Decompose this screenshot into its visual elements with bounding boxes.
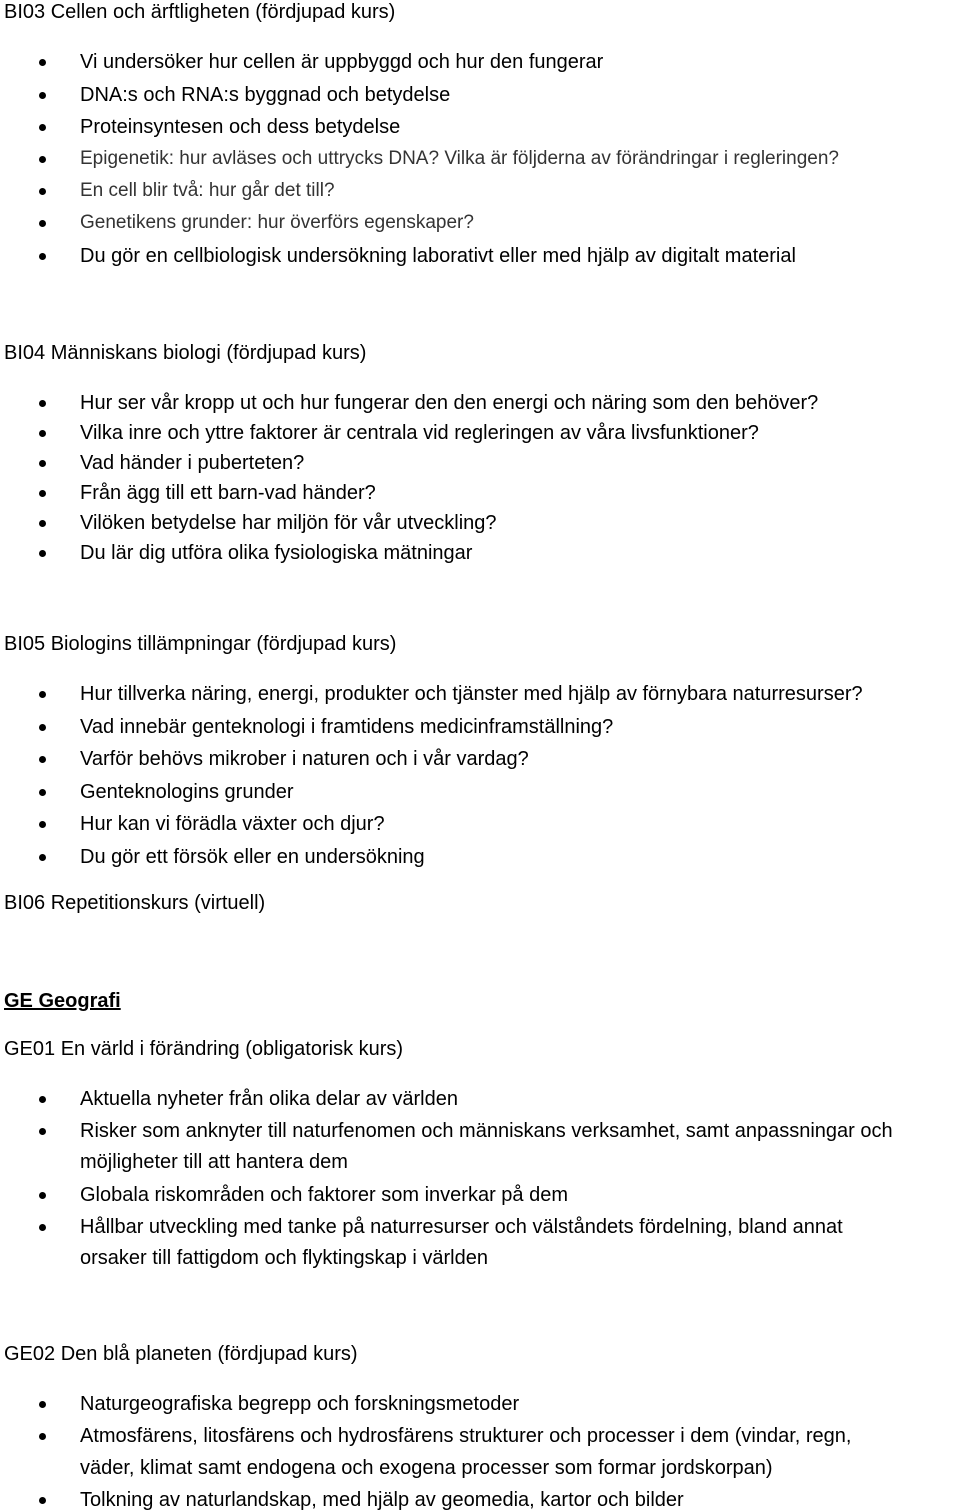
subject-title: GE Geografi: [4, 990, 121, 1012]
bullet-icon: [39, 92, 46, 99]
list-item-continuation: möjligheter till att hantera dem: [80, 1151, 348, 1173]
list-item: Vad innebär genteknologi i framtidens medicinframställning?: [80, 716, 614, 738]
bullet-icon: [39, 1096, 46, 1103]
bullet-icon: [39, 460, 46, 467]
bullet-icon: [39, 156, 46, 163]
list-item: Hur tillverka näring, energi, produkter och tjänster med hjälp av förnybara naturresurser?: [80, 683, 863, 705]
bullet-icon: [39, 1401, 46, 1408]
list-item: Vilöken betydelse har miljön för vår utveckling?: [80, 512, 497, 534]
bullet-icon: [39, 1433, 46, 1440]
bullet-icon: [39, 821, 46, 828]
section-heading-bi05: BI05 Biologins tillämpningar (fördjupad kurs): [4, 633, 397, 655]
bullet-icon: [39, 550, 46, 557]
bullet-icon: [39, 691, 46, 698]
bullet-icon: [39, 756, 46, 763]
bullet-icon: [39, 59, 46, 66]
bullet-icon: [39, 490, 46, 497]
section-heading-ge01: GE01 En värld i förändring (obligatorisk kurs): [4, 1038, 404, 1060]
bullet-icon: [39, 188, 46, 195]
bullet-icon: [39, 1128, 46, 1135]
bullet-icon: [39, 253, 46, 260]
list-item: Genetikens grunder: hur överförs egenskaper?: [80, 212, 474, 233]
bullet-icon: [39, 854, 46, 861]
list-item-continuation: orsaker till fattigdom och flyktingskap i världen: [80, 1247, 488, 1269]
list-item: Hur ser vår kropp ut och hur fungerar den den energi och näring som den behöver?: [80, 392, 819, 414]
list-item-continuation: väder, klimat samt endogena och exogena processer som formar jordskorpan): [80, 1457, 773, 1479]
list-item: Från ägg till ett barn-vad händer?: [80, 482, 376, 504]
list-item: Atmosfärens, litosfärens och hydrosfärens strukturer och processer i dem (vindar, regn,: [80, 1425, 852, 1447]
list-item: Du gör en cellbiologisk undersökning laborativt eller med hjälp av digitalt material: [80, 245, 796, 267]
bullet-icon: [39, 520, 46, 527]
list-item: Tolkning av naturlandskap, med hjälp av geomedia, kartor och bilder: [80, 1489, 684, 1511]
list-item: Vad händer i puberteten?: [80, 452, 305, 474]
bullet-icon: [39, 430, 46, 437]
list-item: Hållbar utveckling med tanke på naturresurser och välståndets fördelning, bland annat: [80, 1216, 843, 1238]
list-item: Genteknologins grunder: [80, 781, 294, 803]
list-item: Naturgeografiska begrepp och forskningsmetoder: [80, 1393, 520, 1415]
list-item: Globala riskområden och faktorer som inverkar på dem: [80, 1184, 568, 1206]
list-item: Hur kan vi förädla växter och djur?: [80, 813, 385, 835]
list-item: Vilka inre och yttre faktorer är centrala vid regleringen av våra livsfunktioner?: [80, 422, 759, 444]
section-heading-ge02: GE02 Den blå planeten (fördjupad kurs): [4, 1343, 358, 1365]
bullet-icon: [39, 1192, 46, 1199]
bullet-icon: [39, 400, 46, 407]
list-item: Epigenetik: hur avläses och uttrycks DNA? Vilka är följderna av förändringar i regleringen?: [80, 148, 839, 169]
list-item: Aktuella nyheter från olika delar av världen: [80, 1088, 458, 1110]
list-item: Varför behövs mikrober i naturen och i vår vardag?: [80, 748, 529, 770]
list-item: Du gör ett försök eller en undersökning: [80, 846, 425, 868]
bullet-icon: [39, 789, 46, 796]
section-heading-bi04: BI04 Människans biologi (fördjupad kurs): [4, 342, 367, 364]
list-item: Du lär dig utföra olika fysiologiska mätningar: [80, 542, 473, 564]
list-item: Risker som anknyter till naturfenomen och människans verksamhet, samt anpassningar och: [80, 1120, 893, 1142]
section-heading-bi06: BI06 Repetitionskurs (virtuell): [4, 892, 266, 914]
section-heading-bi03: BI03 Cellen och ärftligheten (fördjupad kurs): [4, 1, 396, 23]
bullet-icon: [39, 1224, 46, 1231]
list-item: Proteinsyntesen och dess betydelse: [80, 116, 401, 138]
bullet-icon: [39, 124, 46, 131]
list-item: En cell blir två: hur går det till?: [80, 180, 335, 201]
bullet-icon: [39, 220, 46, 227]
list-item: DNA:s och RNA:s byggnad och betydelse: [80, 84, 451, 106]
bullet-icon: [39, 1497, 46, 1504]
bullet-icon: [39, 724, 46, 731]
list-item: Vi undersöker hur cellen är uppbyggd och hur den fungerar: [80, 51, 604, 73]
